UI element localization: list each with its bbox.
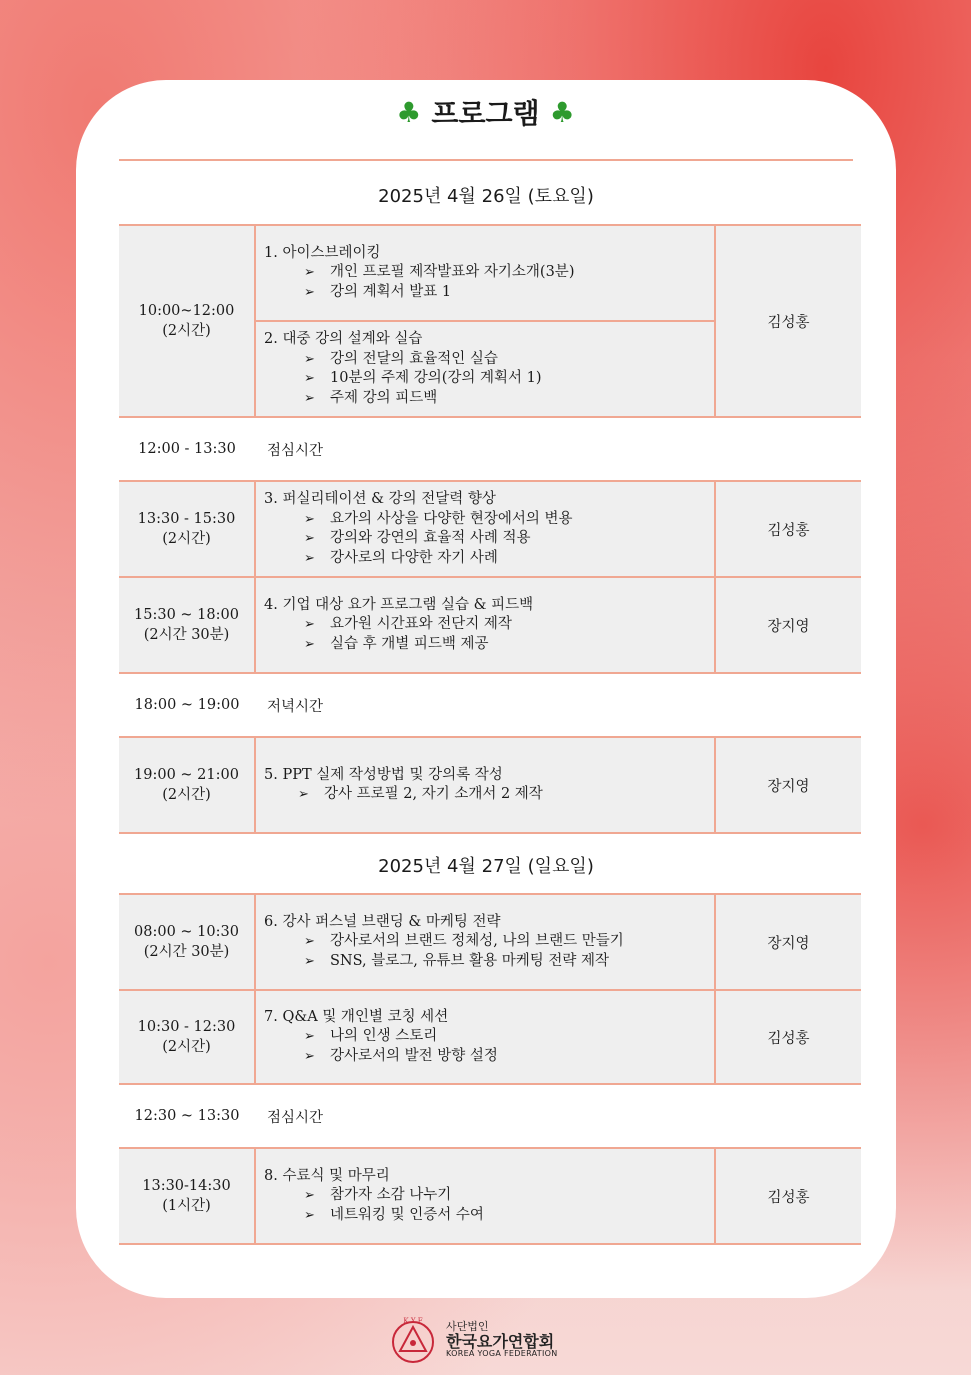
content-cell [255, 225, 715, 417]
break-label: 점심시간 [255, 417, 861, 481]
time-cell: 18:00 ~ 19:00 [119, 673, 255, 737]
content-cell [255, 481, 715, 577]
table-row [119, 1084, 861, 1148]
list-item: ➢ 개인 프로필 제작발표와 자기소개(3분) [264, 263, 714, 283]
time-cell: 10:00~12:00 (2시간) [119, 225, 255, 417]
list-item: ➢ 강의 계획서 발표 1 [264, 283, 714, 303]
list-item: ➢ 강사로서의 브랜드 정체성, 나의 브랜드 만들기 [264, 932, 714, 952]
table-row [119, 481, 861, 577]
table-row [119, 673, 861, 737]
table-row [119, 417, 861, 481]
break-label: 점심시간 [255, 1084, 861, 1148]
time-cell: 15:30 ~ 18:00 (2시간 30분) [119, 577, 255, 673]
day2-title: 2025년 4월 27일 (일요일) [378, 856, 594, 877]
session-heading: 5. PPT 실제 작성방법 및 강의록 작성 [264, 766, 503, 783]
session-heading: 7. Q&A 및 개인별 코칭 세션 [264, 1008, 449, 1025]
svg-text:K Y F: K Y F [403, 1317, 423, 1325]
time-cell: 13:30 - 15:30 (2시간) [119, 481, 255, 577]
list-item: ➢ 강사 프로필 2, 자기 소개서 2 제작 [264, 785, 714, 805]
list-item: ➢ 10분의 주제 강의(강의 계획서 1) [264, 369, 714, 389]
session-heading: 2. 대중 강의 설계와 실습 [264, 331, 423, 347]
content-cell [255, 737, 715, 833]
table-row [119, 225, 861, 417]
yoga-federation-emblem-icon [388, 1315, 438, 1365]
teacher-cell: 장지영 [715, 894, 861, 990]
federation-logo [388, 1312, 588, 1368]
time-cell: 13:30-14:30 (1시간) [119, 1148, 255, 1244]
session-heading: 8. 수료식 및 마무리 [264, 1167, 390, 1184]
list-item: ➢ 실습 후 개별 피드백 제공 [264, 635, 714, 655]
page-title: ♣ 프로그램 ♣ [396, 95, 575, 130]
teacher-cell: 김성홍 [715, 990, 861, 1084]
list-item: ➢ 네트워킹 및 인증서 수여 [264, 1206, 714, 1226]
content-cell [255, 990, 715, 1084]
content-cell [255, 1148, 715, 1244]
list-item: ➢ 강의 전달의 효율적인 실습 [264, 350, 714, 370]
table-row [119, 577, 861, 673]
teacher-cell: 김성홍 [715, 225, 861, 417]
teacher-cell: 김성홍 [715, 481, 861, 577]
content-cell [255, 577, 715, 673]
time-cell: 10:30 - 12:30 (2시간) [119, 990, 255, 1084]
time-cell: 12:00 - 13:30 [119, 417, 255, 481]
table-row [119, 1148, 861, 1244]
teacher-cell: 장지영 [715, 737, 861, 833]
content-cell [255, 894, 715, 990]
club-icon: ♣ [549, 95, 575, 129]
time-cell: 19:00 ~ 21:00 (2시간) [119, 737, 255, 833]
list-item: ➢ 강사로의 다양한 자기 사례 [264, 549, 714, 569]
break-label: 저녁시간 [255, 673, 861, 737]
list-item: ➢ 강의와 강연의 효율적 사례 적용 [264, 529, 714, 549]
list-item: ➢ 요가원 시간표와 전단지 제작 [264, 615, 714, 635]
teacher-cell: 장지영 [715, 577, 861, 673]
time-cell: 12:30 ~ 13:30 [119, 1084, 255, 1148]
table-row [119, 894, 861, 990]
table-row [119, 990, 861, 1084]
day1-schedule-table [119, 224, 861, 834]
session-heading: 6. 강사 퍼스널 브랜딩 & 마케팅 전략 [264, 913, 501, 930]
list-item: ➢ 주제 강의 피드백 [264, 389, 714, 409]
teacher-cell: 김성홍 [715, 1148, 861, 1244]
day1-title: 2025년 4월 26일 (토요일) [378, 186, 594, 207]
list-item: ➢ 요가의 사상을 다양한 현장에서의 변용 [264, 510, 714, 530]
divider [119, 159, 853, 161]
table-row [119, 737, 861, 833]
list-item: ➢ SNS, 블로그, 유튜브 활용 마케팅 전략 제작 [264, 952, 714, 972]
time-cell: 08:00 ~ 10:30 (2시간 30분) [119, 894, 255, 990]
session-heading: 4. 기업 대상 요가 프로그램 실습 & 피드백 [264, 596, 534, 613]
club-icon: ♣ [396, 95, 422, 129]
list-item: ➢ 참가자 소감 나누기 [264, 1186, 714, 1206]
session-heading: 1. 아이스브레이킹 [264, 244, 381, 261]
federation-name-block: 사단법인 한국요가연합회 KOREA YOGA FEDERATION [446, 1319, 558, 1359]
list-item: ➢ 나의 인생 스토리 [264, 1027, 714, 1047]
list-item: ➢ 강사로서의 발전 방향 설정 [264, 1047, 714, 1067]
day2-schedule-table [119, 893, 861, 1245]
session-heading: 3. 퍼실리테이션 & 강의 전달력 향상 [264, 491, 496, 507]
